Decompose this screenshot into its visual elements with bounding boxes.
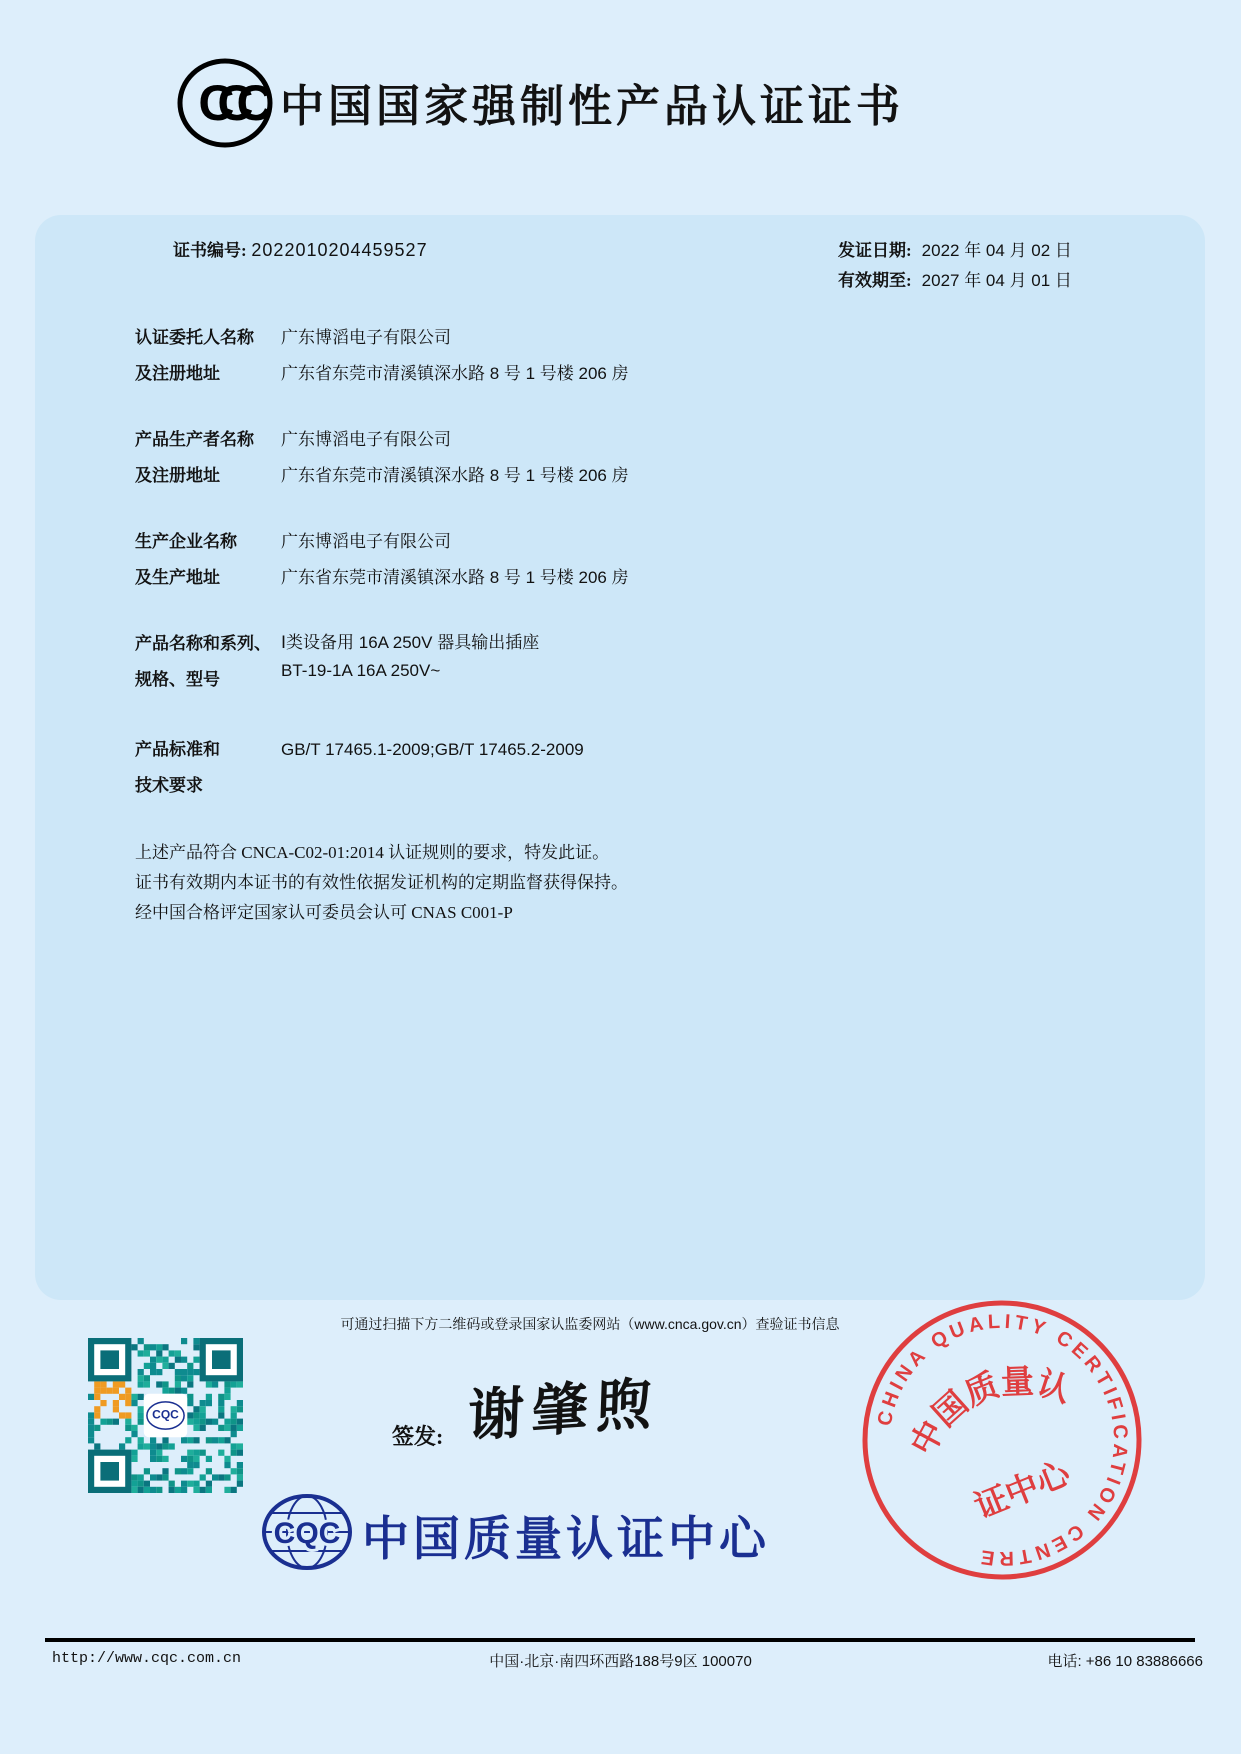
field-standards	[135, 732, 1035, 804]
field-value: 广东博滔电子有限公司 广东省东莞市清溪镇深水路 8 号 1 号楼 206 房	[281, 328, 629, 383]
red-seal	[852, 1290, 1152, 1590]
field-label: 认证委托人名称 及注册地址	[135, 328, 254, 383]
qr-code	[88, 1338, 243, 1493]
seal-ring-text: CHINA QUALITY CERTIFICATION CENTRE	[873, 1310, 1132, 1570]
footer-website: http://www.cqc.com.cn	[52, 1650, 242, 1667]
valid-until-label: 有效期至:	[838, 271, 912, 290]
footer-phone: 电话: +86 10 83886666	[1047, 1653, 1203, 1670]
certificate-number-row	[173, 236, 428, 261]
field-producer	[135, 422, 1035, 494]
field-product-name-model	[135, 626, 1035, 698]
cqc-logo-letters: CQC	[273, 1517, 341, 1550]
footer-rule	[45, 1638, 1195, 1642]
certificate-number-value: 2022010204459527	[251, 240, 428, 260]
signoff-label: 签发:	[392, 1424, 444, 1449]
verify-note: 可通过扫描下方二维码或登录国家认监委网站（www.cnca.gov.cn）查验证书信息	[340, 1316, 840, 1332]
issue-date-label: 发证日期:	[838, 241, 912, 260]
dates-block	[838, 236, 1072, 296]
field-manufacturer	[135, 524, 1035, 596]
ccc-logo-icon	[175, 56, 275, 150]
issuer-name: 中国质量认证中心	[362, 1512, 770, 1565]
field-value: Ⅰ类设备用 16A 250V 器具输出插座 BT-19-1A 16A 250V~	[281, 633, 540, 680]
field-label: 产品标准和 技术要求	[135, 740, 220, 795]
field-label: 产品生产者名称 及注册地址	[135, 430, 254, 485]
certificate-number-label: 证书编号:	[173, 241, 247, 260]
statements	[135, 838, 628, 928]
svg-text:CHINA QUALITY CERTIFICATION CE	[852, 1290, 1152, 1590]
page-title: 中国国家强制性产品认证证书	[280, 82, 904, 131]
statement-line: 证书有效期内本证书的有效性依据发证机构的定期监督获得保持。	[135, 873, 628, 892]
signature-handwriting: 谢肇煦	[466, 1370, 661, 1450]
field-label: 产品名称和系列、 规格、型号	[135, 634, 271, 689]
cqc-globe-icon	[260, 1492, 354, 1572]
field-value: 广东博滔电子有限公司 广东省东莞市清溪镇深水路 8 号 1 号楼 206 房	[281, 430, 629, 485]
valid-until-value: 2027 年 04 月 01 日	[921, 271, 1072, 290]
statement-line: 上述产品符合 CNCA-C02-01:2014 认证规则的要求，特发此证。	[135, 843, 610, 862]
field-applicant	[135, 320, 1035, 392]
seal-inner-text-line2: 证中心	[969, 1453, 1075, 1526]
valid-until-row	[838, 266, 1072, 296]
footer-address: 中国·北京·南四环西路188号9区 100070	[489, 1653, 752, 1670]
field-value: GB/T 17465.1-2009;GB/T 17465.2-2009	[281, 740, 584, 759]
issue-date-value: 2022 年 04 月 02 日	[921, 241, 1072, 260]
issue-date-row	[838, 236, 1072, 266]
ccc-logo-letters: CCC	[198, 75, 256, 131]
svg-text:CQC: CQC	[152, 1407, 179, 1422]
seal-inner-text-line1: 中国质量认	[903, 1362, 1076, 1461]
statement-line: 经中国合格评定国家认可委员会认可 CNAS C001-P	[135, 903, 513, 922]
field-label: 生产企业名称 及生产地址	[135, 532, 237, 587]
field-value: 广东博滔电子有限公司 广东省东莞市清溪镇深水路 8 号 1 号楼 206 房	[281, 532, 629, 587]
